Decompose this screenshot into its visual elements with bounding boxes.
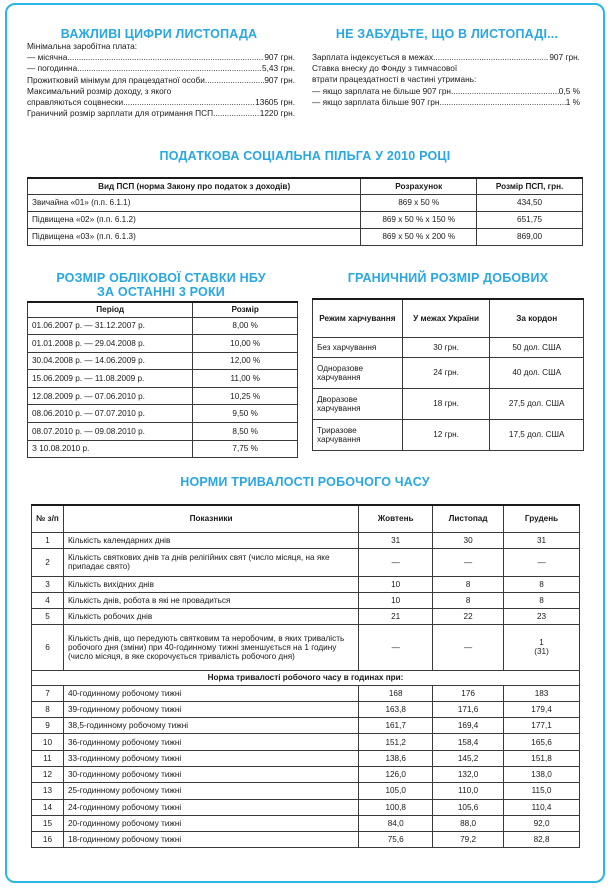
table-cell: Одноразове харчування (313, 357, 403, 388)
psp-title: ПОДАТКОВА СОЦІАЛЬНА ПІЛЬГА У 2010 РОЦІ (159, 149, 451, 163)
table-cell: 15.06.2009 р. — 11.08.2009 р. (28, 370, 193, 388)
figure-row (312, 97, 580, 108)
table-cell: 158,4 (433, 734, 504, 750)
figure-label: Зарплата індексується в межах (312, 52, 434, 62)
table-row (28, 228, 583, 245)
table-cell: 6 (32, 624, 64, 670)
rate-line1-row (312, 63, 580, 74)
table-cell: 110,4 (504, 799, 580, 815)
column-header: Розмір (193, 302, 298, 317)
table-cell: 82,8 (504, 832, 580, 848)
table-cell: 8 (504, 592, 580, 608)
table-row (32, 766, 580, 782)
table-cell: 10 (32, 734, 64, 750)
figure-label: — якщо зарплата більше 907 грн. (312, 96, 442, 107)
key-figures-title: ВАЖЛИВІ ЦИФРИ ЛИСТОПАДА (60, 27, 258, 41)
figure-label: — якщо зарплата не більше 907 грн. (312, 85, 454, 96)
table-cell: Підвищена «02» (п.п. 6.1.2) (28, 211, 361, 228)
table-row (32, 548, 580, 576)
table-cell: 651,75 (477, 211, 583, 228)
table-cell: Триразове харчування (313, 419, 403, 450)
table-cell: 22 (433, 608, 504, 624)
table-cell: 10,00 % (193, 335, 298, 353)
nbu-title-line: ЗА ОСТАННІ 3 РОКИ (97, 285, 225, 299)
table-cell: 3 (32, 576, 64, 592)
table-cell: 08.06.2010 р. — 07.07.2010 р. (28, 405, 193, 423)
table-subheader-row (32, 670, 580, 685)
table-row (28, 440, 298, 458)
per-diem-table (312, 298, 584, 451)
figure-row (27, 63, 295, 74)
column-header: Листопад (433, 505, 504, 532)
table-cell: 31 (359, 532, 433, 548)
table-row (32, 799, 580, 815)
table-row (28, 387, 298, 405)
figure-value: 907 грн. (549, 52, 580, 62)
table-cell: 8,50 % (193, 423, 298, 441)
figure-row (312, 86, 580, 97)
table-cell: 24-годинному робочому тижні (63, 799, 358, 815)
table-cell: 38,5-годинному робочому тижні (63, 718, 358, 734)
table-cell: 14 (32, 799, 64, 815)
table-cell: 176 (433, 685, 504, 701)
column-header: Розрахунок (361, 178, 477, 194)
table-cell: 138,0 (504, 766, 580, 782)
table-cell: 84,0 (359, 815, 433, 831)
table-cell: 18-годинному робочому тижні (63, 832, 358, 848)
table-cell: 20-годинному робочому тижні (63, 815, 358, 831)
table-row (28, 352, 298, 370)
nbu-title (25, 271, 297, 299)
table-cell: 01.01.2008 р. — 29.04.2008 р. (28, 335, 193, 353)
table-row (32, 592, 580, 608)
min-salary-label-row (27, 41, 295, 52)
column-header: За кордон (490, 299, 584, 337)
table-cell: — (504, 548, 580, 576)
table-cell: 169,4 (433, 718, 504, 734)
table-row (32, 750, 580, 766)
table-cell: 40 дол. США (490, 357, 584, 388)
table-cell: 177,1 (504, 718, 580, 734)
nbu-table (27, 301, 298, 458)
figure-row (27, 75, 295, 86)
table-cell: 151,2 (359, 734, 433, 750)
table-cell: 132,0 (433, 766, 504, 782)
table-row (32, 734, 580, 750)
table-cell: 110,0 (433, 783, 504, 799)
figure-value: 907 грн. (264, 52, 295, 63)
table-cell: 126,0 (359, 766, 433, 782)
table-cell: 18 грн. (402, 388, 490, 419)
table-cell: — (359, 548, 433, 576)
table-cell: 21 (359, 608, 433, 624)
table-row (32, 532, 580, 548)
table-cell: 4 (32, 592, 64, 608)
table-cell: 08.07.2010 р. — 09.08.2010 р. (28, 423, 193, 441)
figure-label: Прожитковий мінімум для працездатної особи (27, 74, 205, 85)
table-subheader: Норма тривалості робочого часу в годинах при: (32, 670, 580, 685)
figure-label: — погодинна (27, 63, 78, 74)
table-cell: 79,2 (433, 832, 504, 848)
dont-forget-block (312, 52, 580, 108)
table-cell: 13 (32, 783, 64, 799)
column-header: Показники (63, 505, 358, 532)
table-row (32, 624, 580, 670)
table-cell: 869,00 (477, 228, 583, 245)
key-figures-block (27, 41, 295, 119)
table-cell: Кількість календарних днів (63, 532, 358, 548)
table-cell: 168 (359, 685, 433, 701)
table-cell: 869 х 50 % х 200 % (361, 228, 477, 245)
table-cell: 145,2 (433, 750, 504, 766)
table-cell: 179,4 (504, 701, 580, 717)
table-cell: 75,6 (359, 832, 433, 848)
work-time-table (31, 504, 580, 848)
per-diem-title: ГРАНИЧНИЙ РОЗМІР ДОБОВИХ (347, 271, 549, 285)
table-cell: 11 (32, 750, 64, 766)
table-cell: 100,8 (359, 799, 433, 815)
max-income-label: Максимальний розмір доходу, з якого (27, 85, 172, 96)
table-cell: 8 (32, 701, 64, 717)
figure-value: 1220 грн. (259, 108, 295, 119)
figure-label: Граничний розмір зарплати для отримання ПСП (27, 108, 214, 119)
table-row (28, 405, 298, 423)
table-cell: Кількість вихідних днів (63, 576, 358, 592)
column-header: У межах України (402, 299, 490, 337)
table-row (32, 608, 580, 624)
table-cell: — (433, 624, 504, 670)
table-cell: 33-годинному робочому тижні (63, 750, 358, 766)
figure-row (312, 52, 580, 63)
table-cell: 12 грн. (402, 419, 490, 450)
table-cell: 434,50 (477, 194, 583, 211)
table-cell: 8 (433, 592, 504, 608)
table-row (313, 357, 584, 388)
rate-line2-row (312, 74, 580, 85)
table-cell: Кількість святкових днів та днів релігійних свят (число місяця, на яке припадає свято) (63, 548, 358, 576)
table-cell: 15 (32, 815, 64, 831)
table-cell: 36-годинному робочому тижні (63, 734, 358, 750)
table-cell: 7,75 % (193, 440, 298, 458)
table-cell: 105,0 (359, 783, 433, 799)
table-cell: 30.04.2008 р. — 14.06.2009 р. (28, 352, 193, 370)
table-cell: 30 грн. (402, 337, 490, 357)
figure-label: — місячна (27, 52, 68, 63)
table-cell: 30 (433, 532, 504, 548)
table-cell: 01.06.2007 р. — 31.12.2007 р. (28, 317, 193, 335)
table-cell: 39-годинному робочому тижні (63, 701, 358, 717)
table-cell: — (433, 548, 504, 576)
table-row (32, 832, 580, 848)
table-header-row (28, 178, 583, 194)
rate-label: Ставка внеску до Фонду з тимчасової (312, 63, 458, 74)
figure-value: 5,43 грн. (262, 63, 295, 74)
table-cell: — (359, 624, 433, 670)
table-cell: 171,6 (433, 701, 504, 717)
table-row (28, 317, 298, 335)
table-cell: Дворазове харчування (313, 388, 403, 419)
table-cell: 17,5 дол. США (490, 419, 584, 450)
table-row (28, 335, 298, 353)
table-cell: Звичайна «01» (п.п. 6.1.1) (28, 194, 361, 211)
work-time-title: НОРМИ ТРИВАЛОСТІ РОБОЧОГО ЧАСУ (180, 475, 430, 489)
table-cell: 16 (32, 832, 64, 848)
table-header-row (28, 302, 298, 317)
table-cell: Кількість днів, що передують святковим та неробочим, в яких тривалість робочого дня (зміни) при 40-годинному тижні зменшується на 1 годину (число місяця, в яке скорочується тривалість робочого дня) (63, 624, 358, 670)
table-row (28, 423, 298, 441)
table-cell: 161,7 (359, 718, 433, 734)
table-cell: 8,00 % (193, 317, 298, 335)
table-cell: 24 грн. (402, 357, 490, 388)
table-row (32, 815, 580, 831)
table-cell: 163,8 (359, 701, 433, 717)
psp-table (27, 177, 583, 246)
table-row (32, 718, 580, 734)
table-cell: 1 (32, 532, 64, 548)
figure-row (27, 97, 295, 108)
table-cell: 115,0 (504, 783, 580, 799)
figure-label: справляються соцвнески (27, 97, 124, 108)
table-cell: 92,0 (504, 815, 580, 831)
table-cell: 105,6 (433, 799, 504, 815)
table-cell: 23 (504, 608, 580, 624)
table-cell: З 10.08.2010 р. (28, 440, 193, 458)
table-cell: 8 (504, 576, 580, 592)
table-cell: 12 (32, 766, 64, 782)
table-row (28, 211, 583, 228)
figure-value: 1 % (565, 96, 580, 107)
table-cell: 27,5 дол. США (490, 388, 584, 419)
column-header: Жовтень (359, 505, 433, 532)
table-cell: 2 (32, 548, 64, 576)
table-cell: 31 (504, 532, 580, 548)
table-cell: 9,50 % (193, 405, 298, 423)
table-cell: 12.08.2009 р. — 07.06.2010 р. (28, 387, 193, 405)
table-cell: 88,0 (433, 815, 504, 831)
table-cell: 5 (32, 608, 64, 624)
dont-forget-title: НЕ ЗАБУДЬТЕ, ЩО В ЛИСТОПАДІ... (335, 27, 559, 41)
table-cell: 8 (433, 576, 504, 592)
table-cell: 1 (31) (504, 624, 580, 670)
table-row (313, 337, 584, 357)
column-header: № з/п (32, 505, 64, 532)
table-row (313, 388, 584, 419)
table-cell: 10,25 % (193, 387, 298, 405)
column-header: Період (28, 302, 193, 317)
table-row (32, 685, 580, 701)
table-cell: 869 х 50 % х 150 % (361, 211, 477, 228)
table-cell: 25-годинному робочому тижні (63, 783, 358, 799)
table-cell: 7 (32, 685, 64, 701)
figure-value: 0,5 % (558, 85, 580, 96)
table-header-row (32, 505, 580, 532)
table-cell: 30-годинному робочому тижні (63, 766, 358, 782)
table-cell: 9 (32, 718, 64, 734)
column-header: Розмір ПСП, грн. (477, 178, 583, 194)
table-cell: 10 (359, 592, 433, 608)
table-row (28, 370, 298, 388)
max-income-line1-row (27, 86, 295, 97)
column-header: Режим харчування (313, 299, 403, 337)
table-row (313, 419, 584, 450)
table-cell: 11,00 % (193, 370, 298, 388)
table-row (32, 701, 580, 717)
figure-row (27, 52, 295, 63)
table-cell: Підвищена «03» (п.п. 6.1.3) (28, 228, 361, 245)
table-cell: 10 (359, 576, 433, 592)
table-row (32, 783, 580, 799)
table-row (32, 576, 580, 592)
figure-value: 907 грн. (264, 74, 295, 85)
figure-row (27, 108, 295, 119)
nbu-title-line: РОЗМІР ОБЛІКОВОЇ СТАВКИ НБУ (56, 271, 266, 285)
figure-value: 13605 грн. (255, 97, 295, 108)
rate-label: втрати працездатності в частині утримань: (312, 74, 477, 85)
min-salary-label: Мінімальна заробітна плата: (27, 41, 138, 51)
table-cell: Кількість робочих днів (63, 608, 358, 624)
table-cell: Кількість днів, робота в які не провадиться (63, 592, 358, 608)
table-cell: 138,6 (359, 750, 433, 766)
column-header: Грудень (504, 505, 580, 532)
table-cell: 183 (504, 685, 580, 701)
table-cell: 165,6 (504, 734, 580, 750)
column-header: Вид ПСП (норма Закону про податок з доходів) (28, 178, 361, 194)
table-cell: 151,8 (504, 750, 580, 766)
table-header-row (313, 299, 584, 337)
table-cell: 40-годинному робочому тижні (63, 685, 358, 701)
table-cell: 50 дол. США (490, 337, 584, 357)
table-row (28, 194, 583, 211)
table-cell: 869 х 50 % (361, 194, 477, 211)
table-cell: 12,00 % (193, 352, 298, 370)
table-cell: Без харчування (313, 337, 403, 357)
